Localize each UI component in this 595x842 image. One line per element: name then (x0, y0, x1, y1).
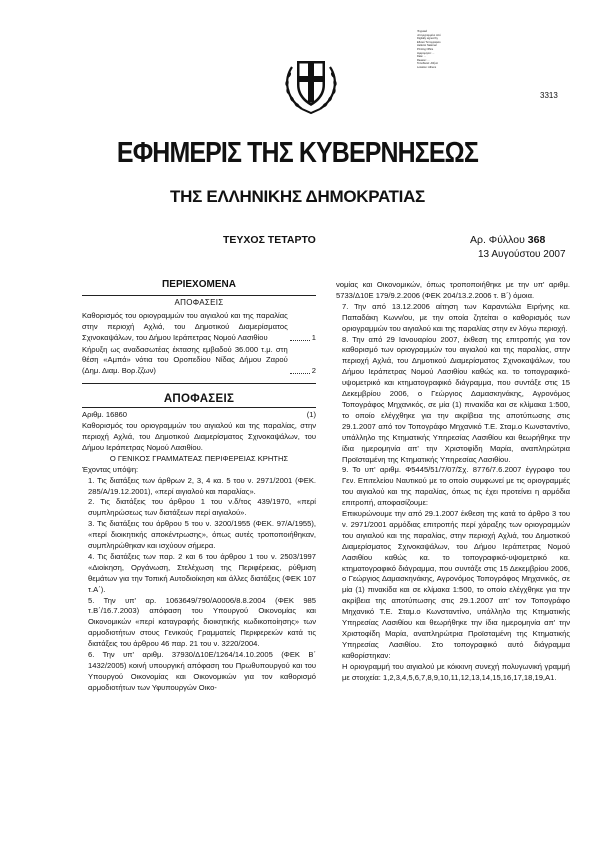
body-paragraph: νομίας και Οικονομικών, όπως τροποποιήθηκε με την υπ' αριθμ. 5733/Δ10Ε 179/9.2.2006 (ΦΕΚ 204/13.2.2006 τ. Β΄) όμοια. (336, 280, 570, 300)
toc-item-page: 1 (311, 332, 316, 342)
issue-number (470, 234, 545, 246)
body-paragraph: 4. Τις διατάξεις των παρ. 2 και 6 του άρθρου 1 του ν. 2503/1997 «Διοίκηση, Οργάνωση, Στελέχωση της Περιφέρειας, ρύθμιση θεμάτων για την Τοπική Αυτοδιοίκηση και άλλες διατάξεις (ΦΕΚ 107 τ.Α΄). (88, 551, 316, 594)
decision-title: Καθορισμός του οριογραμμών του αιγιαλού και της παραλίας, στην περιοχή Αχλιά, του Δημοτικού Διαμερίσματος Σχινοκαψάλων, του Δήμου Ιεράπετρας Νομού Λασιθίου. (82, 421, 316, 452)
stamp-line: Date: ... (417, 55, 427, 59)
gazette-title: ΕΦΗΜΕΡΙΣ ΤΗΣ ΚΥΒΕΡΝΗΣΕΩΣ (116, 137, 478, 169)
divider (82, 295, 316, 296)
toc-item-text: Καθορισμός του οριογραμμών του αιγιαλού και της παραλίας στην περιοχή Αχλιά, του Δημοτικού Διαμερίσματος Σχινοκαψάλων, του Δήμου Ιεράπετρας Νομού Λασιθίου (82, 310, 288, 342)
decision-number-row (82, 410, 316, 421)
body-paragraph: 8. Την από 29 Ιανουαρίου 2007, έκθεση της επιτροπής για τον καθορισμό των οριογραμμών του αιγιαλού και της παραλίας, στην περιοχή Αχλιά, του Δημοτικού Διαμερίσματος Σχινοκαψάλων, του Δήμου Ιεράπετρας Νομού Λασιθίου καθώς κα. το τοπογραφικό-υψομετρικό και κτηματογραφικό διάγραμμα, που συντάξε στις 15 Δεκεμβρίου 2006, ο Γεώργιος Δαμασκηνάκης, Αγρονόμος Τοπογράφος Μηχανικός, σε μία (1) πινακίδα και σε κλίμακα 1:500, το οποίο ελέγχθηκε για την ακρίβεια της αποτύπωσης στις 29.1.2007 από τον Τοπογράφο Μηχανικό Τ.Ε. Σταμ.ο Κωνσταντίνο, υπάλληλο της Κτηματικής Υπηρεσίας Λασιθίου και θεωρήθηκε την ίδια ημερομηνία απ' την Χριστοφίδη Μαρία, αναπληρώτρια Προϊσταμένη της Κτηματικής Υπηρεσίας Λασιθίου. (342, 334, 570, 464)
stamp-line: Ημερομηνία: ... (417, 51, 435, 55)
toc-heading: ΠΕΡΙΕΧΟΜΕΝΑ (162, 279, 236, 290)
coat-of-arms-icon (282, 53, 340, 115)
stamp-line: Hellenic National (417, 44, 437, 48)
stamp-line: Location: Athens (417, 65, 437, 69)
body-paragraph: Επικυρώνουμε την από 29.1.2007 έκθεση της κατά το άρθρο 3 του ν. 2971/2001 αρμόδιας επιτροπής περί χάραξης των οριογραμμών του αιγιαλού και της παραλίας, στην περιοχή Αχλιά, του Δημοτικού Διαμερίσματος Σχινοκαψάλων, του Δήμου Ιεράπετρας Νομού Λασιθίου καθώς κα. το τοπογραφικό-υψομετρικό κα. κτηματογραφικό διάγραμμα, που συντάξε στις 15 Δεκεμβρίου 2006, ο Γεώργιος Δαμασκηνάκης, Αγρονόμος Τοπογράφος Μηχανικός, σε μία (1) πινακίδα και σε κλίμακα 1:500, το οποίο ελέγχθηκε για την ακρίβεια της αποτύπωσης στις 29.1.2007 απ' τον Τοπογράφο Μηχανικό Τ.Ε. Σταμ.ο Κωνσταντίνο, υπάλληλο της Κτηματικής Υπηρεσίας Λασιθίου και θεωρήθηκε την ίδια ημερομηνία απ' την Χριστοφίδη Μαρία, αναπληρώτρια Προϊσταμένη της Κτηματικής Υπηρεσίας Λασιθίου. Στο τοπογραφικό αυτό διάγραμμα καθορίστηκαν: (342, 509, 570, 660)
stamp-line: υπογεγραμμένο από (417, 33, 441, 37)
toc-item[interactable] (82, 345, 316, 378)
toc-subheading: ΑΠΟΦΑΣΕΙΣ (174, 297, 224, 307)
body-paragraph: 1. Τις διατάξεις των άρθρων 2, 3, 4 κα. 5 του ν. 2971/2001 (ΦΕΚ. 285/Α/19.12.2001), «περί αιγιαλού και παραλίας». (88, 475, 316, 496)
body-paragraph: Η οριογραμμή του αιγιαλού με κόκκινη συνεχή πολυγωνική γραμμή με στοιχεία: 1,2,3,4,5,6,7,8,9,10,11,12,13,14,15,16,17,18,19,Α1. (342, 661, 570, 682)
considering-label: Έχοντας υπόψη: (82, 464, 139, 474)
decision-number: Αριθμ. 16860 (82, 410, 128, 420)
toc-leader (290, 373, 310, 374)
digital-signature-stamp (417, 30, 479, 70)
stamp-line: Reason: ... (417, 58, 430, 62)
body-paragraph: 3. Τις διατάξεις του άρθρου 5 του ν. 3200/1955 (ΦΕΚ. 97/Α/1955), «περί διοικητικής αποκέντρωσης», όπως αυτές τροποποιήθηκαν, συμπληρώθηκαν και ισχύουν σήμερα. (88, 519, 316, 551)
stamp-line: Digitally signed by (417, 37, 438, 41)
stamp-line: Ψηφιακά (417, 30, 428, 33)
issue-date: 13 Αυγούστου 2007 (478, 249, 566, 260)
issue-number-value: 368 (527, 234, 546, 246)
stamp-line: Εθνικό Τυπογραφείο (417, 40, 441, 44)
page-number: 3313 (540, 91, 558, 100)
body-paragraph: 5. Την υπ' αρ. 1063649/790/Α0006/8.8.2004 (ΦΕΚ 985 τ.Β΄/16.7.2003) απόφαση του Υπουργού Οικονομίας και Οικονομικών «περί καταγραφής διοικητικής κωδικοποίησης» των αρμοδιοτήτων στους Γενικούς Γραμματείς Περιφερειών κατά τις διατάξεις του άρθρου 46 παρ. 21 του ν. 3220/2004. (88, 595, 316, 649)
body-paragraph: 9. Το υπ' αριθμ. Φ5445/51/7/07/Σχ. 8776/7.6.2007 έγγραφο του Γεν. Επιτελείου Ναυτικού με το οποίο συμφωνεί με τις οριογραμμές του αιγιαλού και της παραλίας, όπως τις έχει προτείνει η αρμόδια επιτροπή, αποφασίζουμε: (342, 465, 570, 508)
issue-number-label: Αρ. Φύλλου (470, 234, 525, 246)
right-column (336, 280, 570, 684)
toc-item-page: 2 (311, 366, 316, 376)
body-paragraph: 7. Την από 13.12.2006 αίτηση των Καραντώλα Ειρήνης κα. Παπαδάκη Κωνν/ου, με την οποία ζητείται ο καθορισμός των οριογραμμών του αιγιαλού και της παραλίας στην εν λόγω περιοχή. (342, 301, 570, 333)
divider (82, 407, 316, 408)
gazette-subtitle: ΤΗΣ ΕΛΛΗΝΙΚΗΣ ΔΗΜΟΚΡΑΤΙΑΣ (170, 187, 425, 206)
body-paragraph: 2. Τις διατάξεις του άρθρου 1 του ν.δ/τος 439/1970, «περί συμπληρώσεως των διατάξεων περί αιγιαλού». (88, 497, 316, 518)
stamp-line: Printing Office (417, 47, 434, 51)
divider (82, 383, 316, 384)
issuing-authority: Ο ΓΕΝΙΚΟΣ ΓΡΑΜΜΑΤΕΑΣ ΠΕΡΙΦΕΡΕΙΑΣ ΚΡΗΤΗΣ (109, 453, 289, 463)
decision-ref: (1) (306, 410, 316, 420)
decisions-heading: ΑΠΟΦΑΣΕΙΣ (163, 393, 235, 406)
toc-item[interactable] (82, 311, 316, 344)
toc-item-text: Κήρυξη ως αναδασωτέας έκτασης εμβαδού 36.000 τ.μ. στη θέση «Αμπά» νότια του Οροπεδίου Νίδας Δήμου Ζαρού (Δημ. Διαμ. Βορ.ζζων) (82, 344, 288, 376)
toc-leader (290, 340, 310, 341)
stamp-line: Τοποθεσία: Αθήνα (417, 62, 438, 66)
body-paragraph: 6. Την υπ' αριθμ. 37930/Δ10Ε/1264/14.10.2005 (ΦΕΚ Β΄ 1432/2005) κοινή υπουργική απόφαση του Πρωθυπουργού και του Υπουργού Οικονομίας και Οικονομικών για τον καθορισμό αρμοδιοτήτων των Υφυπουργών Οικο- (88, 650, 316, 692)
left-column (82, 280, 316, 694)
issue-volume: ΤΕΥΧΟΣ ΤΕΤΑΡΤΟ (223, 234, 316, 246)
